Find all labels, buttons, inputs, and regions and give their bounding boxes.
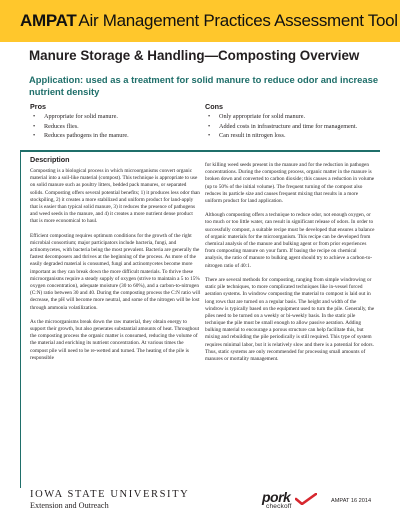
- paragraph: Composting is a biological process in which microorganisms convert organic material into a soil-like material (compost). This technique is appropriate to use on solid manure such as poultry litters, bedded pack manures, or separated solids. Composting offers several potential benefits; 1) it produces less odor than stockpiling, 2) it creates a more stabilized and uniform product for land-apply that is easier than typical solid manure, 3) it reduces the presence of pathogens and weed seeds in the manure, and 4) it creates a more nutrient dense product that is more economical to haul.: [30, 168, 200, 225]
- list-item: • Can result in nitrogen loss.: [205, 131, 357, 141]
- university-extension: Extension and Outreach: [30, 501, 109, 510]
- page-title: Manure Storage & Handling—Composting Overview: [29, 48, 360, 63]
- list-item: • Added costs in infrastructure and time for management.: [205, 122, 357, 132]
- pros-heading: Pros: [30, 102, 46, 111]
- description-heading: Description: [30, 155, 70, 164]
- header-banner: [0, 0, 400, 42]
- banner-subtitle: Air Management Practices Assessment Tool: [78, 11, 398, 30]
- logo-checkoff-text: checkoff: [266, 503, 292, 510]
- cons-list: [205, 112, 357, 141]
- banner-title: [20, 11, 398, 31]
- banner-brand: AMPAT: [20, 11, 77, 30]
- list-item: • Reduces flies.: [30, 122, 129, 132]
- paragraph: Efficient composting requires optimum conditions for the growth of the right microbial consortium; major participators include bacteria, fungi, and actinomycetes, with bacteria being the most prevalent. Bacteria are generally the fastest decomposers and thrives at the beginning of the process. As more of the easily degraded material is consumed, fungi and actinomycetes become more important as they can break down the more difficult materials. To thrive these microorganisms require a steady supply of oxygen (strive to maintain a 5 to 15% oxygen concentration), adequate moisture (30 to 60%), and a carbon-to-nitrogen (C:N) ratio between 30 and 40. During the composting process the C:N ratio will decrease, the pH will become more neutral, and some of the nitrogen will be lost through ammonia volatilization.: [30, 232, 201, 311]
- publication-code: AMPAT 16 2014: [331, 498, 372, 504]
- logo-pork-text: pork: [262, 489, 291, 505]
- list-item: • Reduces pathogens in the manure.: [30, 131, 129, 141]
- list-item: • Only appropriate for solid manure.: [205, 112, 357, 122]
- description-right-column: [205, 162, 376, 370]
- application-statement: Application: used as a treatment for solid manure to reduce odor and increase nutrient density: [29, 74, 379, 97]
- pros-list: [30, 112, 129, 141]
- university-logo: IOWA STATE UNIVERSITY: [30, 489, 190, 500]
- paragraph: for killing weed seeds present in the manure and for the reduction in pathogen concentrations. During the composting process, organic matter in the manure is broken down and converted to carbon dioxide; this causes a reduction in volume (up to 50% of the initial volume). The frequent turning of the compost also reduces its particle size and causes frequent mixing that results in a more uniform product for land application.: [205, 162, 375, 204]
- paragraph: There are several methods for composting, ranging from simple windrowing or static pile techniques, to more complicated techniques like in-vessel forced aeration systems. In windrow composting the material to compost is laid out in long rows that are turned on a regular basis. The height and width of the windrow is typically based on the equipment used to turn the pile. Generally, the piles need to be turned on a weekly or bi-weekly basis. In the static pile technique the pile must be small enough to allow passive aeration. Adding bulking material to encourage a porous structure can help facilitate this, but mixing and rebuilding the pile periodically is still required. This type of system requires minimal labor, but it is relatively slow and there is a potential for odors. Thus, static systems are only recommended for processing small amounts of manures or mortality management.: [205, 276, 375, 363]
- checkmark-icon: [295, 493, 317, 505]
- paragraph: As the microorganisms break down the raw material, they obtain energy to support their growth, but also generates substantial amounts of heat. Throughout the composting process the organic matter is consumed, reducing the volume of the material and enriching its nutrient concentration. At various times the compost pile will need to be re-wetted and turned. The heating of the pile is responsible: [30, 318, 200, 361]
- description-left-column: [30, 168, 201, 369]
- list-item: • Appropriate for solid manure.: [30, 112, 129, 122]
- paragraph: Although composting offers a technique to reduce odor, not enough oxygen, or too much or too little water, can result in significant release of odors. In order to successfully compost, a suitable recipe must be developed that ensures a balance of organic materials for the microorganism. This recipe can be developed from chemical analysis of the manure and bulking agent or from prior experiences from composting manure on your farm. If basing the recipe on chemical analysis, the ratio of manure to bulking agent should try to achieve a carbon-to-nitrogen ratio of 40:1.: [205, 212, 375, 269]
- pork-checkoff-logo: [262, 490, 324, 512]
- cons-heading: Cons: [205, 102, 223, 111]
